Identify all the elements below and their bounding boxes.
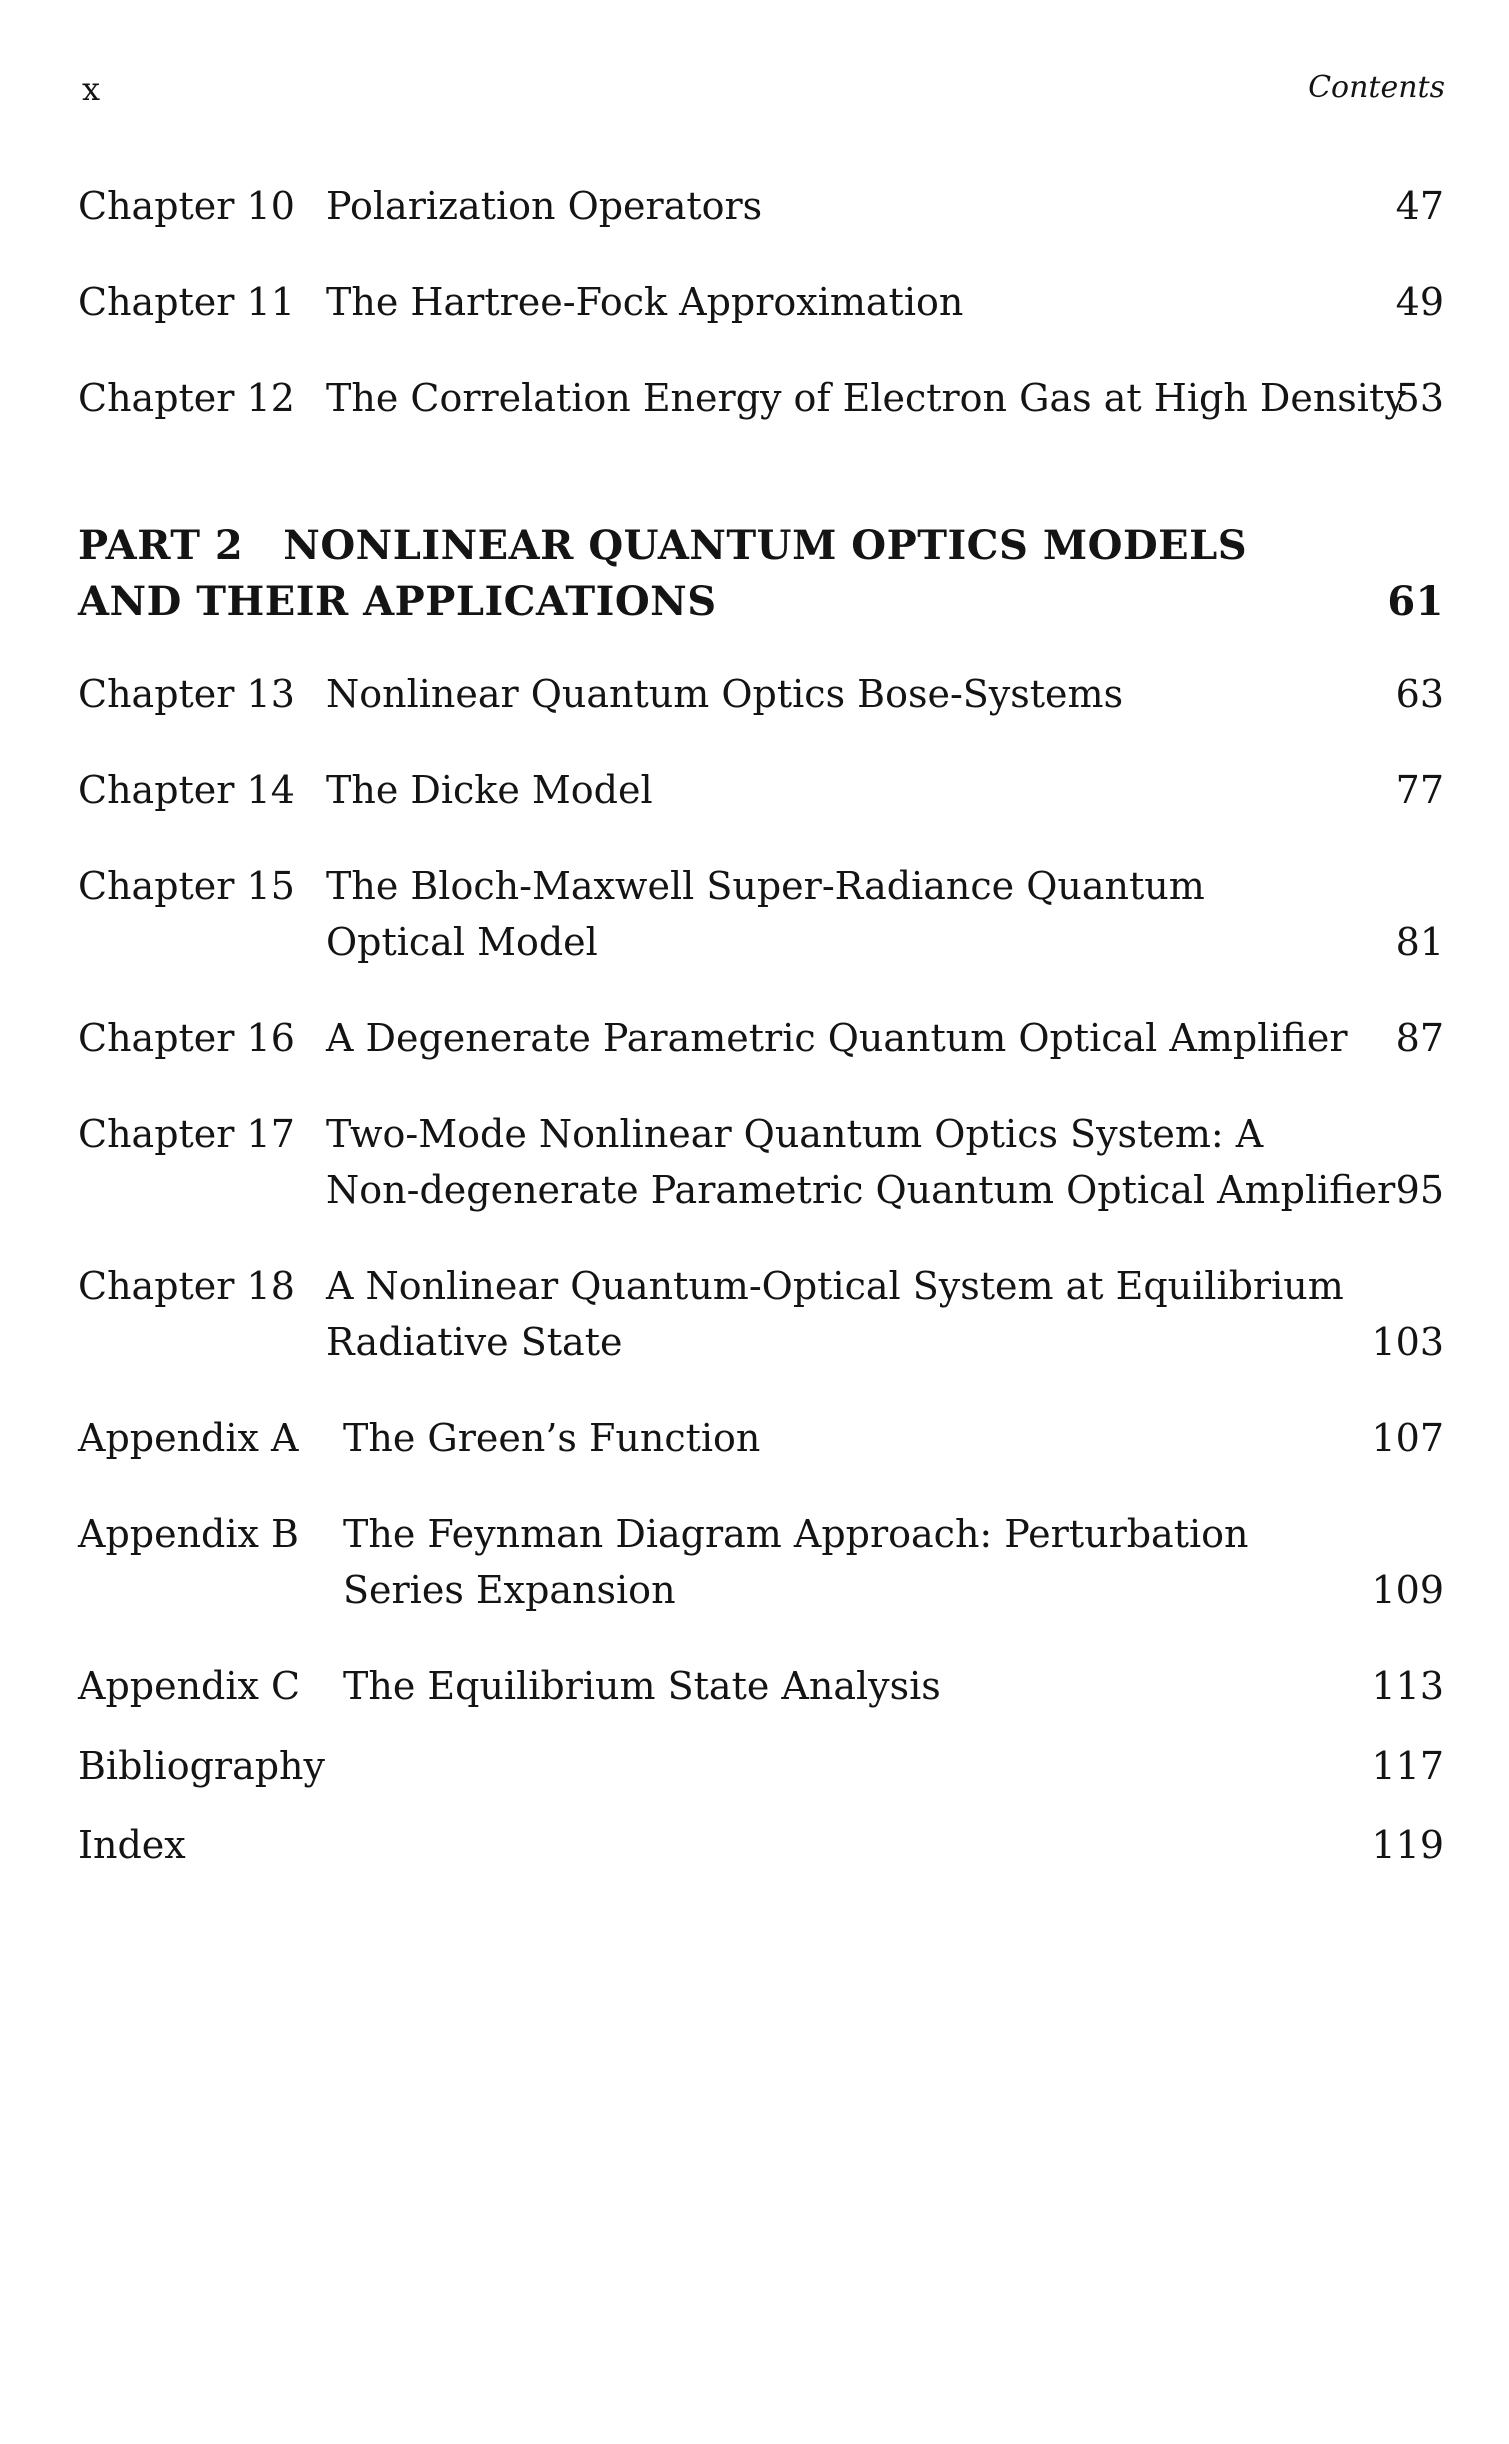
toc-entry-label: Bibliography [78, 1744, 325, 1788]
toc-entry-page: 63 [1395, 672, 1444, 716]
toc-entry-title: The Dicke Model [326, 768, 653, 812]
toc-entry-title: A Degenerate Parametric Quantum Optical Amplifier [326, 1016, 1348, 1060]
toc-entry-page: 87 [1395, 1016, 1444, 1060]
toc-entry-label: Chapter 15 [78, 864, 295, 908]
toc-entry-label: Chapter 10 [78, 184, 295, 228]
toc-entry-label: Appendix C [78, 1664, 301, 1708]
toc-entry-title: The Feynman Diagram Approach: Perturbation Series Expansion [343, 1512, 1249, 1612]
toc-part-heading[interactable] [78, 518, 1444, 630]
toc-entry-title: The Bloch-Maxwell Super-Radiance Quantum Optical Model [326, 864, 1205, 964]
toc-entry-page: 109 [1371, 1568, 1444, 1612]
running-head [78, 70, 1445, 110]
toc-entry-label: Chapter 11 [78, 280, 295, 324]
toc-entry-title: The Green’s Function [343, 1416, 761, 1460]
toc-entry-label: Chapter 17 [78, 1112, 295, 1156]
toc-entry-page: 81 [1395, 920, 1444, 964]
toc-entry-title: The Correlation Energy of Electron Gas at High Density [326, 376, 1406, 420]
part-page: 61 [1387, 578, 1444, 625]
toc-entry-page: 107 [1371, 1416, 1444, 1460]
toc-entry-label: Chapter 13 [78, 672, 295, 716]
toc-entry-page: 47 [1395, 184, 1444, 228]
toc-entry-title: The Hartree-Fock Approximation [326, 280, 964, 324]
toc-entry-label: Chapter 16 [78, 1016, 295, 1060]
toc-entry-page: 53 [1395, 376, 1444, 420]
toc-entry-title: Two-Mode Nonlinear Quantum Optics System: A Non-degenerate Parametric Quantum Optical Amplifier [326, 1112, 1396, 1212]
toc-entry-page: 49 [1395, 280, 1444, 324]
toc-entry-title: Nonlinear Quantum Optics Bose-Systems [326, 672, 1124, 716]
toc-entry-page: 113 [1371, 1664, 1444, 1708]
toc-entry-page: 119 [1371, 1823, 1444, 1867]
toc-entry-page: 117 [1371, 1744, 1444, 1788]
page-number: x [82, 70, 101, 108]
part-title-line-1: NONLINEAR QUANTUM OPTICS MODELS [283, 522, 1248, 569]
toc-entry-label: Appendix A [78, 1416, 299, 1460]
toc-entry-label: Chapter 14 [78, 768, 295, 812]
toc-entry-label: Chapter 12 [78, 376, 295, 420]
toc-entry-title: A Nonlinear Quantum-Optical System at Equilibrium Radiative State [326, 1264, 1344, 1364]
toc-entry-page: 95 [1395, 1168, 1444, 1212]
running-head-title: Contents [1308, 70, 1445, 105]
toc-entry-label: Appendix B [78, 1512, 299, 1556]
part-title-line-2: AND THEIR APPLICATIONS [78, 578, 717, 625]
part-label: PART 2 [78, 522, 244, 569]
toc-entry-page: 103 [1371, 1320, 1444, 1364]
toc-entry-label: Chapter 18 [78, 1264, 295, 1308]
toc-entry-page: 77 [1395, 768, 1444, 812]
toc-entry-title: Polarization Operators [326, 184, 763, 228]
toc-entry-label: Index [78, 1823, 186, 1867]
toc-entry-title: The Equilibrium State Analysis [343, 1664, 941, 1708]
